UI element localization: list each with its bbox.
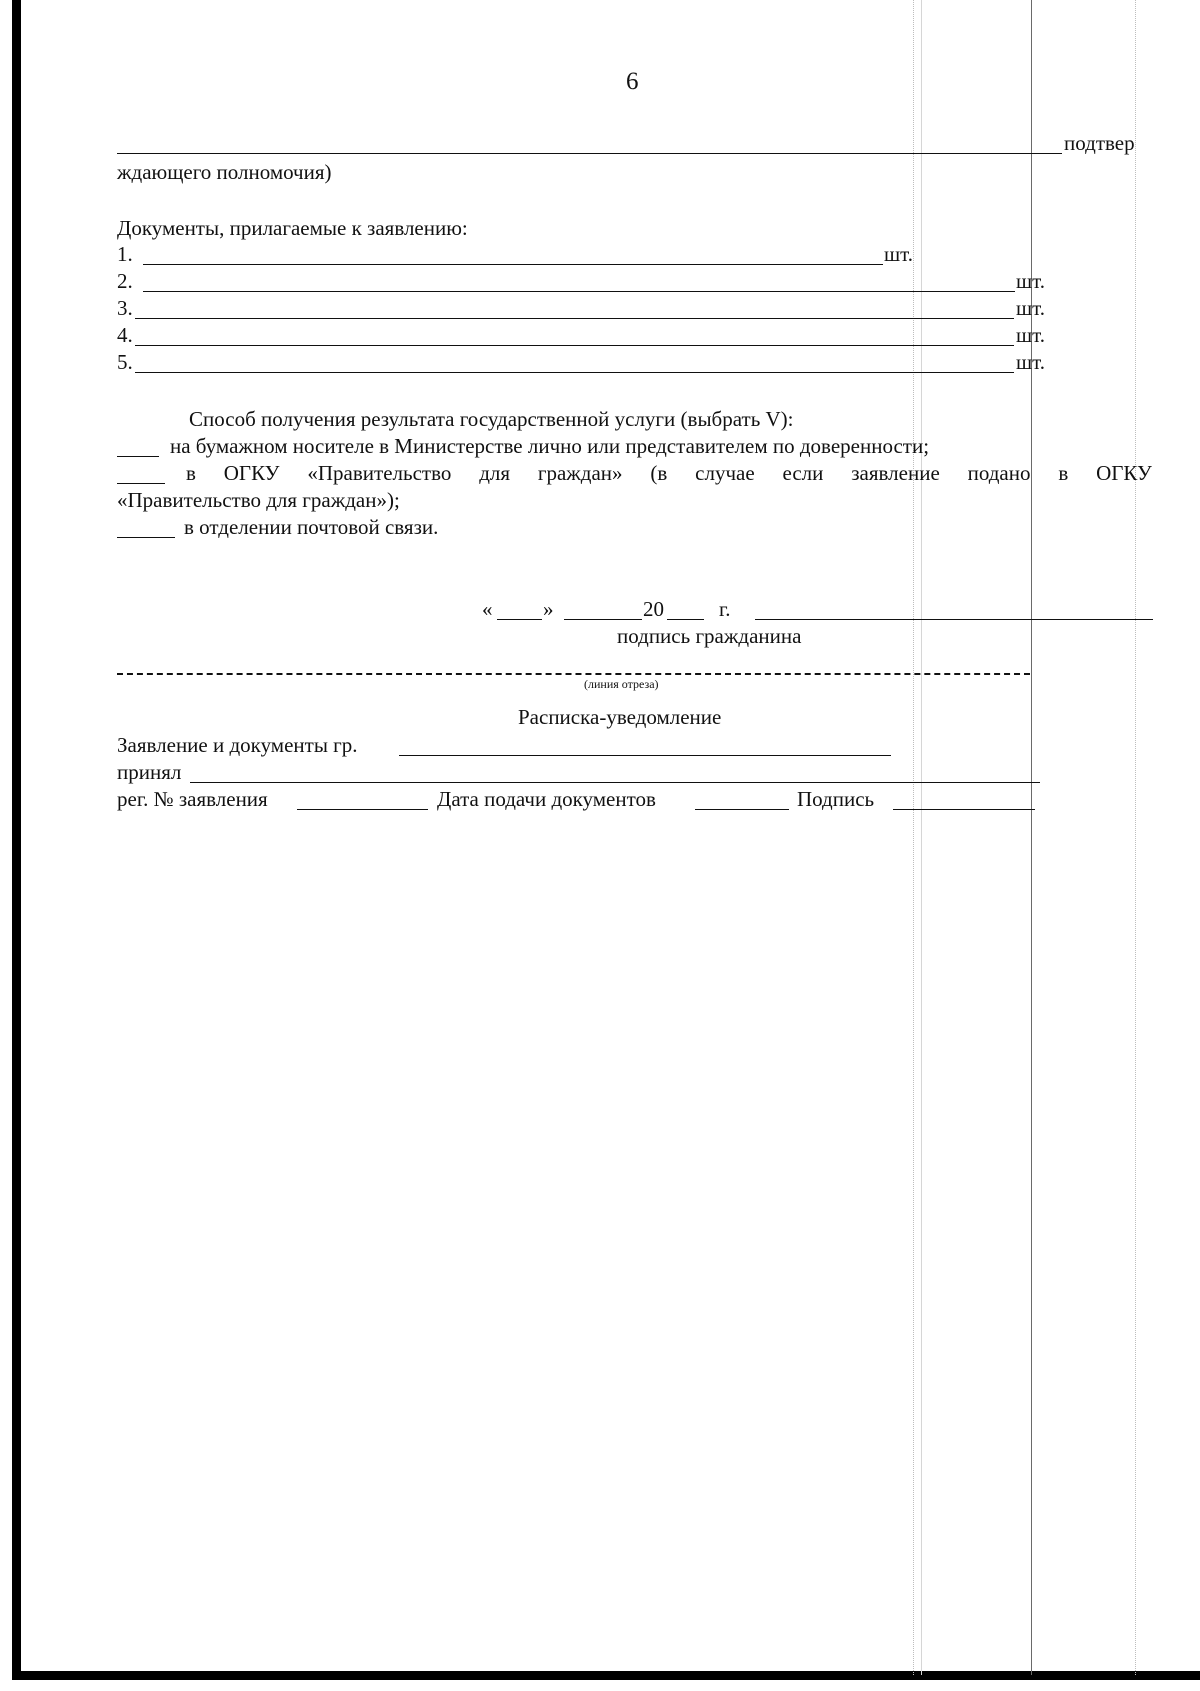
documents-heading: Документы, прилагаемые к заявлению: — [117, 216, 468, 240]
receipt-date-blank[interactable] — [695, 809, 789, 810]
receipt-title: Расписка-уведомление — [518, 705, 722, 729]
receipt-sign-blank[interactable] — [893, 809, 1035, 810]
scan-border-left — [12, 0, 21, 1678]
date-close-quote: » — [543, 597, 554, 621]
receipt-reg-blank[interactable] — [297, 809, 428, 810]
authority-tail: подтвер — [1064, 131, 1135, 155]
document-item-unit: шт. — [884, 242, 914, 266]
receipt-applicant-label: Заявление и документы гр. — [117, 733, 358, 757]
delivery-option-word: граждан» — [537, 461, 623, 485]
delivery-option-word: в — [1058, 461, 1069, 485]
cut-line — [117, 673, 1030, 675]
receipt-sign-label: Подпись — [797, 787, 875, 811]
date-year-blank[interactable] — [667, 619, 704, 620]
authority-blank[interactable] — [117, 153, 1062, 154]
document-item-unit: шт. — [1016, 350, 1046, 374]
delivery-option-ogku — [186, 461, 1152, 485]
delivery-option-checkbox[interactable] — [117, 537, 175, 538]
delivery-option-word: «Правительство — [307, 461, 452, 485]
date-month-blank[interactable] — [564, 619, 642, 620]
delivery-option-checkbox[interactable] — [117, 456, 159, 457]
delivery-option-paper: на бумажном носителе в Министерстве лично или представителем по доверенности; — [170, 434, 930, 458]
delivery-option-word: для — [479, 461, 511, 485]
delivery-option-word: (в — [650, 461, 668, 485]
receipt-reg-label: рег. № заявления — [117, 787, 268, 811]
receipt-accepted-label: принял — [117, 760, 182, 784]
document-item-blank[interactable] — [143, 264, 883, 265]
delivery-option-ogku-continued: «Правительство для граждан»); — [117, 488, 400, 512]
receipt-date-label: Дата подачи документов — [437, 787, 656, 811]
delivery-option-word: заявление — [851, 461, 940, 485]
document-item-number: 2. — [117, 269, 133, 293]
page-number: 6 — [626, 68, 639, 95]
delivery-heading: Способ получения результата государственной услуги (выбрать V): — [189, 407, 794, 431]
document-item-blank[interactable] — [135, 372, 1014, 373]
delivery-option-word: подано — [967, 461, 1031, 485]
scan-fold-line — [1031, 0, 1032, 1675]
document-item-number: 4. — [117, 323, 133, 347]
delivery-option-word: в — [186, 461, 196, 485]
document-item-blank[interactable] — [135, 318, 1014, 319]
delivery-option-word: ОГКУ — [223, 461, 280, 485]
document-item-number: 1. — [117, 242, 133, 266]
delivery-option-word: случае — [695, 461, 755, 485]
scan-fold-line — [1135, 0, 1137, 1675]
delivery-option-word: если — [782, 461, 824, 485]
document-item-number: 3. — [117, 296, 133, 320]
delivery-option-checkbox[interactable] — [117, 483, 165, 484]
scan-fold-line — [921, 0, 922, 1675]
delivery-option-post: в отделении почтовой связи. — [184, 515, 439, 539]
document-item-number: 5. — [117, 350, 133, 374]
scan-fold-line — [913, 0, 915, 1675]
document-item-blank[interactable] — [135, 345, 1014, 346]
date-open-quote: « — [482, 597, 493, 621]
document-item-unit: шт. — [1016, 296, 1046, 320]
document-item-unit: шт. — [1016, 269, 1046, 293]
document-item-blank[interactable] — [143, 291, 1015, 292]
citizen-signature-caption: подпись гражданина — [617, 624, 802, 648]
date-year-prefix: 20 — [643, 597, 664, 621]
cut-line-caption: (линия отреза) — [584, 677, 659, 691]
delivery-option-word: ОГКУ — [1096, 461, 1152, 485]
receipt-applicant-blank[interactable] — [399, 755, 891, 756]
date-year-suffix: г. — [719, 597, 731, 621]
scan-border-bottom — [12, 1671, 1200, 1680]
date-day-blank[interactable] — [497, 619, 542, 620]
receipt-accepted-blank[interactable] — [190, 782, 1040, 783]
document-item-unit: шт. — [1016, 323, 1046, 347]
authority-continued: ждающего полномочия) — [117, 160, 332, 184]
citizen-signature-blank[interactable] — [755, 619, 1153, 620]
